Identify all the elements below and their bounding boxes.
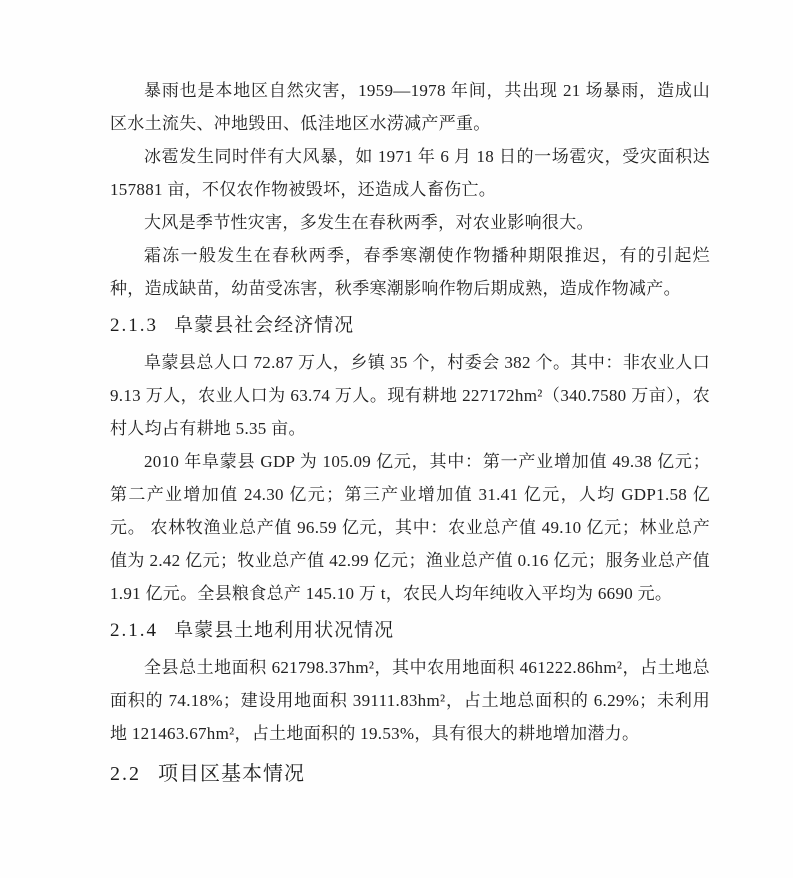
para-landuse: 全县总土地面积 621798.37hm²，其中农用地面积 461222.86hm²，占土地总面积的 74.18%；建设用地面积 39111.83hm²，占土地总面积的 6.29%；未利用地 121463.67hm²，占土地面积的 19.53%，具有很大的耕地增加潜力。 (110, 658, 710, 743)
para-gdp: 2010 年阜蒙县 GDP 为 105.09 亿元，其中：第一产业增加值 49.38 亿元；第二产业增加值 24.30 亿元；第三产业增加值 31.41 亿元，人均 GDP1.58 亿元。 农林牧渔业总产值 96.59 亿元，其中：农业总产值 49.10 亿元；林业总产值为 2.42 亿元；牧业总产值 42.99 亿元；渔业总产值 0.16 亿元；服务业总产值 1.91 亿元。全县粮食总产 145.10 万 t，农民人均年纯收入平均为 6690 元。 (110, 452, 710, 603)
heading-title: 阜蒙县社会经济情况 (174, 315, 355, 336)
heading-2-1-3 (110, 308, 710, 344)
para-hail: 冰雹发生同时伴有大风暴，如 1971 年 6 月 18 日的一场雹灾，受灾面积达 157881 亩，不仅农作物被毁坏，还造成人畜伤亡。 (110, 147, 710, 199)
para-frost: 霜冻一般发生在春秋两季，春季寒潮使作物播种期限推迟，有的引起烂种，造成缺苗，幼苗受冻害，秋季寒潮影响作物后期成熟，造成作物减产。 (110, 246, 710, 298)
heading-number: 2.2 (110, 763, 141, 785)
para-wind: 大风是季节性灾害，多发生在春秋两季，对农业影响很大。 (144, 213, 594, 232)
heading-2-2 (110, 756, 710, 792)
para-population: 阜蒙县总人口 72.87 万人，乡镇 35 个，村委会 382 个。其中：非农业人口 9.13 万人，农业人口为 63.74 万人。现有耕地 227172hm²（340.7580 万亩），农村人均占有耕地 5.35 亩。 (110, 353, 710, 438)
heading-2-1-4 (110, 613, 710, 649)
heading-number: 2.1.3 (110, 315, 158, 336)
heading-title: 项目区基本情况 (158, 763, 305, 785)
para-rainstorm: 暴雨也是本地区自然灾害，1959—1978 年间，共出现 21 场暴雨，造成山区水土流失、冲地毁田、低洼地区水涝减产严重。 (110, 81, 710, 133)
heading-title: 阜蒙县土地利用状况情况 (174, 620, 395, 641)
heading-number: 2.1.4 (110, 620, 158, 641)
